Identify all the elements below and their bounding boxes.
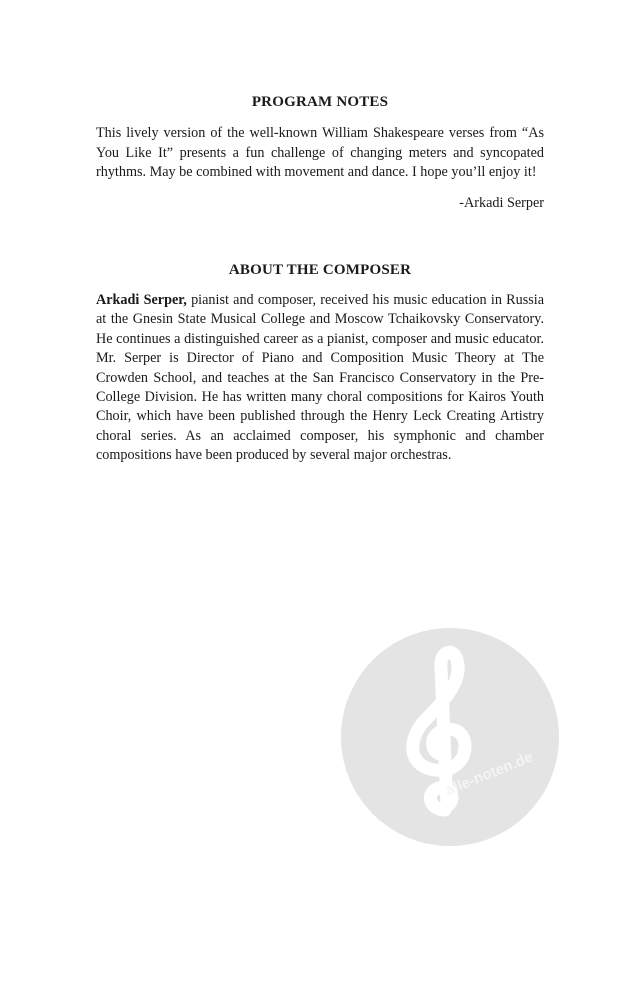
about-composer-heading: ABOUT THE COMPOSER — [228, 262, 412, 278]
program-notes-signature: -Arkadi Serper — [459, 195, 544, 211]
watermark-text: alle-noten.de — [443, 748, 536, 800]
program-notes-body: This lively version of the well-known William Shakespeare verses from “As You Like It” presents a fun challenge of changing meters and syncopated rhythms. May be combined with movement and dance. I hope you’ll enjoy it! — [96, 125, 544, 180]
composer-bio: pianist and composer, received his music education in Russia at the Gnesin State Musical College and Moscow Tchaikovsky Conservatory. He continues a distinguished career as a pianist, composer and music educator. Mr. Serper is Director of Piano and Composition Music Theory at The Crowden School, and teaches at the San Francisco Conservatory in the Pre-College Division. He has written many choral compositions for Kairos Youth Choir, which have been published through the Henry Leck Creating Artistry choral series. As an acclaimed composer, his symphonic and chamber compositions have been produced by several major orchestras. — [96, 292, 544, 464]
composer-name: Arkadi Serper, — [96, 292, 187, 308]
about-composer-body — [96, 291, 544, 466]
watermark-logo — [341, 628, 559, 846]
program-notes-heading: PROGRAM NOTES — [251, 94, 389, 110]
